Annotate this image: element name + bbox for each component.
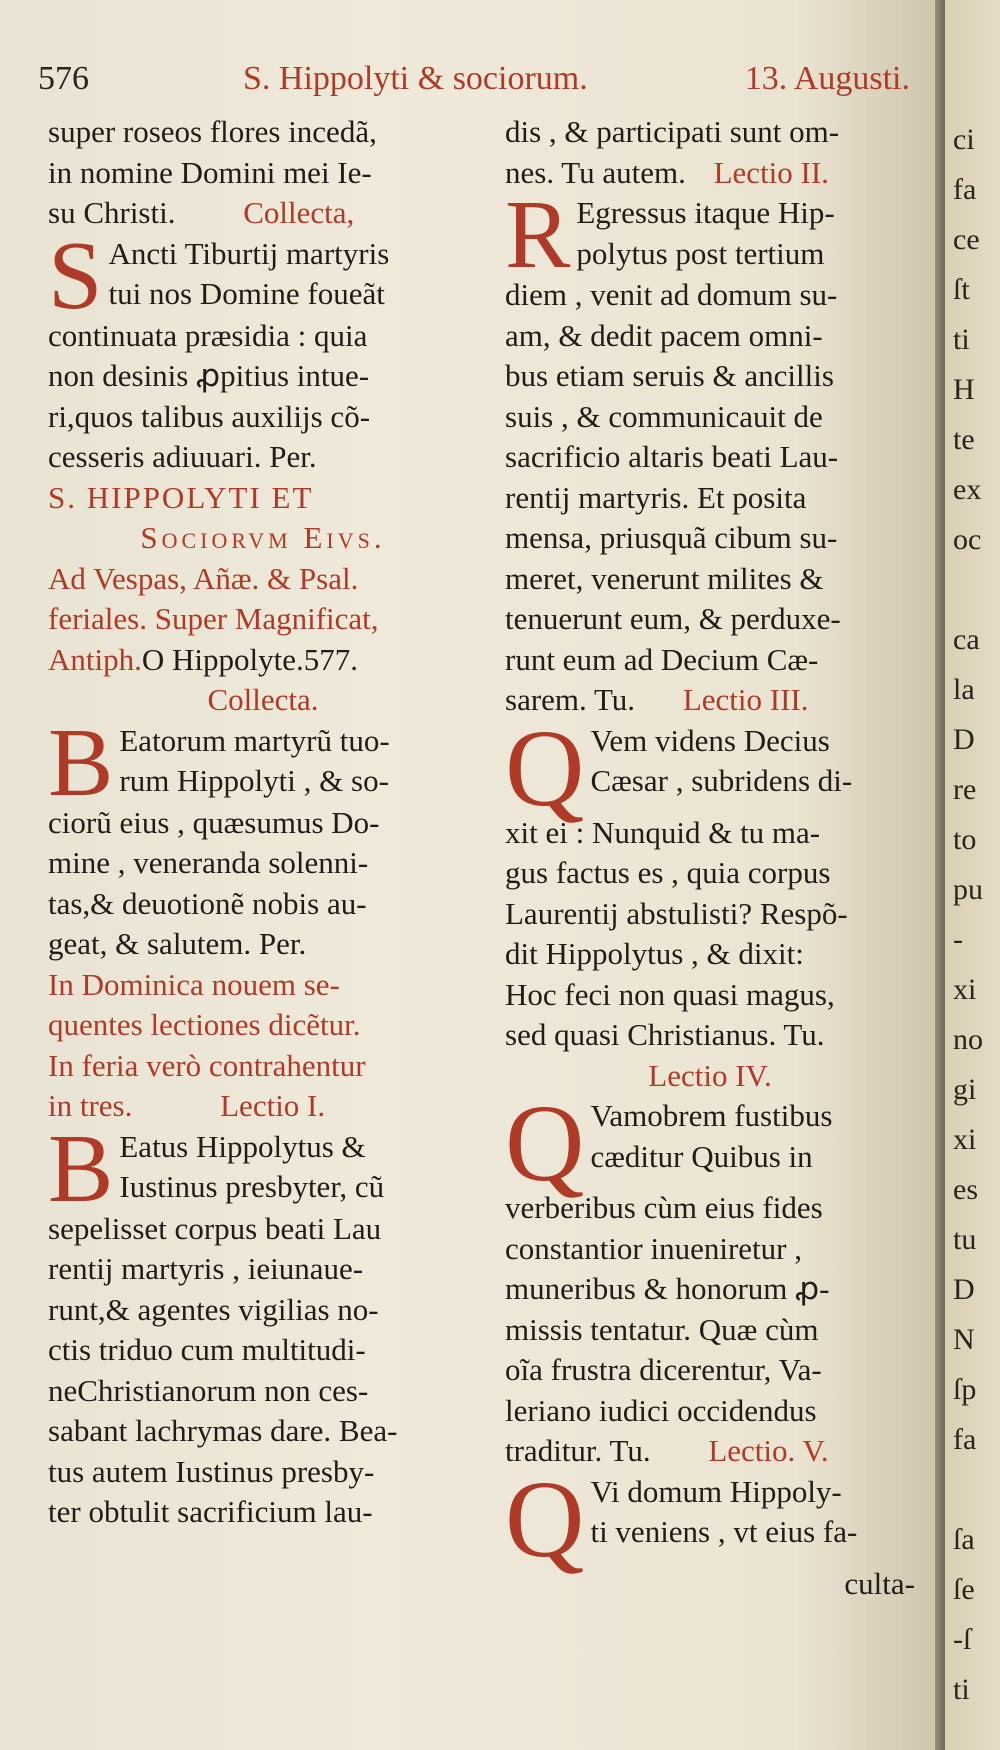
text-line: rentij martyris , ieiunaue- bbox=[48, 1251, 364, 1286]
running-header bbox=[38, 60, 910, 106]
text-line: Vem videns Decius bbox=[590, 722, 830, 758]
text-line: geat, & salutem. Per. bbox=[48, 926, 307, 961]
text-line: Eatus Hippolytus & bbox=[119, 1128, 366, 1164]
text-line: runt eum ad Decium Cæ- bbox=[505, 641, 819, 677]
text-line: dit Hippolytus , & dixit: bbox=[505, 936, 804, 971]
text-line: runt,& agentes vigilias no- bbox=[48, 1291, 379, 1327]
drop-cap-paragraph bbox=[48, 1114, 478, 1223]
text-line: neChristianorum non ces- bbox=[48, 1372, 369, 1408]
facing-page-fragment: N bbox=[953, 1323, 975, 1356]
facing-page-fragment: D bbox=[953, 1273, 975, 1306]
rubric-line: Ad Vespas, Añæ. & Psal. bbox=[48, 560, 359, 596]
text-line: sed quasi Christianus. Tu. bbox=[505, 1017, 825, 1052]
text-line: polytus post tertium bbox=[576, 235, 825, 271]
text-line: tenuerunt eum, & perduxe- bbox=[505, 601, 841, 636]
text-line: verberibus cùm eius fides bbox=[505, 1190, 823, 1225]
text-line: missis tentatur. Quæ cùm bbox=[505, 1311, 819, 1347]
text-line: am, & dedit pacem omni- bbox=[505, 317, 823, 353]
rubric-line: quentes lectiones dicẽtur. bbox=[48, 1007, 361, 1042]
text-line: Vamobrem fustibus bbox=[590, 1098, 833, 1133]
rubric-line bbox=[48, 640, 478, 681]
drop-cap-paragraph bbox=[505, 1457, 915, 1580]
facing-page-fragment: ſe bbox=[953, 1573, 975, 1606]
text-line: Vi domum Hippoly- bbox=[590, 1473, 842, 1509]
text-line: sacrificio altaris beati Lau- bbox=[505, 439, 839, 474]
facing-page-fragment: ci bbox=[953, 123, 975, 156]
facing-page-fragment: - bbox=[953, 923, 963, 956]
text-line: dis , & participati sunt om- bbox=[505, 114, 840, 149]
drop-cap: B bbox=[48, 708, 114, 817]
facing-page-fragment: ſt bbox=[953, 273, 970, 306]
facing-page-fragment: -ſ bbox=[953, 1623, 972, 1656]
rubric-fragment: in tres. bbox=[48, 1088, 133, 1123]
facing-page-fragment: ti bbox=[953, 323, 970, 356]
collecta-rubric: Collecta, bbox=[243, 195, 355, 230]
rubric-line: In Dominica nouem se- bbox=[48, 966, 340, 1002]
facing-page-fragment: es bbox=[953, 1173, 978, 1206]
antiphon-incipit: O Hippolyte.577. bbox=[141, 641, 358, 677]
text-line: cesseris adiuuari. Per. bbox=[48, 439, 317, 474]
section-heading: S. HIPPOLYTI ET bbox=[48, 479, 314, 515]
lectio-heading: Lectio I. bbox=[220, 1088, 326, 1123]
text-line: tus autem Iustinus presby- bbox=[48, 1453, 375, 1489]
text-line: ri,quos talibus auxilijs cõ- bbox=[48, 398, 371, 434]
text-line: non desinis ꝓpitius intue- bbox=[48, 358, 370, 393]
right-column bbox=[505, 112, 915, 1604]
facing-page-fragment: ſa bbox=[953, 1523, 975, 1556]
text-line: leriano iudici occidendus bbox=[505, 1392, 817, 1428]
text-line: Laurentij abstulisti? Respõ- bbox=[505, 895, 848, 931]
text-line: continuata præsidia : quia bbox=[48, 317, 368, 353]
section-subheading: Sociorvm Eivs. bbox=[140, 520, 386, 555]
text-line bbox=[48, 193, 478, 234]
facing-page-fragment: ce bbox=[953, 223, 980, 256]
facing-page-fragment: xi bbox=[953, 973, 977, 1006]
facing-page-fragment: oc bbox=[953, 523, 982, 556]
drop-cap-paragraph bbox=[505, 706, 915, 829]
drop-cap: S bbox=[48, 221, 103, 330]
page-number: 576 bbox=[38, 60, 89, 97]
facing-page-edge bbox=[945, 0, 1000, 1750]
facing-page-fragment: fa bbox=[953, 1423, 977, 1456]
facing-page-fragment: la bbox=[953, 673, 975, 706]
drop-cap-paragraph bbox=[48, 708, 478, 817]
drop-cap: Q bbox=[505, 706, 585, 829]
drop-cap: B bbox=[48, 1114, 114, 1223]
text-fragment: nes. Tu autem. bbox=[505, 154, 686, 190]
text-line: diem , venit ad domum su- bbox=[505, 277, 838, 312]
running-title: S. Hippolyti & sociorum. bbox=[243, 60, 588, 97]
text-line: ciorũ eius , quæsumus Do- bbox=[48, 804, 380, 840]
facing-page-fragment: ſp bbox=[953, 1373, 977, 1406]
left-column bbox=[48, 112, 478, 1533]
facing-page-fragment: ca bbox=[953, 623, 980, 656]
book-gutter bbox=[935, 0, 945, 1750]
text-line: mensa, priusquã cibum su- bbox=[505, 520, 838, 555]
lectio-heading: Lectio III. bbox=[682, 682, 809, 717]
text-line: tas,& deuotionẽ nobis au- bbox=[48, 885, 367, 921]
text-fragment: traditur. Tu. bbox=[505, 1433, 651, 1468]
feast-date: 13. Augusti. bbox=[744, 60, 910, 97]
text-fragment: su Christi. bbox=[48, 195, 176, 230]
text-line: rentij martyris. Et posita bbox=[505, 479, 807, 515]
text-line: rum Hippolyti , & so- bbox=[119, 763, 389, 798]
facing-page-fragment: ex bbox=[953, 473, 982, 506]
text-line: mine , veneranda solenni- bbox=[48, 845, 369, 880]
text-line: Cæsar , subridens di- bbox=[590, 763, 853, 798]
rubric-line bbox=[48, 1086, 478, 1127]
text-line: cæditur Quibus in bbox=[590, 1138, 813, 1174]
text-line: ctis triduo cum multitudi- bbox=[48, 1332, 366, 1367]
text-line: suis , & communicauit de bbox=[505, 398, 823, 434]
text-line: meret, venerunt milites & bbox=[505, 560, 824, 596]
facing-page-fragment: xi bbox=[953, 1123, 977, 1156]
rubric-line: In feria verò contrahentur bbox=[48, 1047, 366, 1083]
text-line: in nomine Domini mei Ie- bbox=[48, 154, 372, 190]
text-fragment: sarem. Tu. bbox=[505, 682, 636, 717]
collecta-rubric: Collecta. bbox=[207, 682, 319, 717]
facing-page-fragment: to bbox=[953, 823, 977, 856]
text-line bbox=[505, 680, 915, 721]
text-line bbox=[505, 153, 915, 194]
facing-page-fragment: no bbox=[953, 1023, 983, 1056]
text-line: gus factus es , quia corpus bbox=[505, 855, 831, 890]
catchword: culta- bbox=[844, 1565, 915, 1601]
facing-page-fragment: tu bbox=[953, 1223, 977, 1256]
facing-page-fragment: gi bbox=[953, 1073, 977, 1106]
text-line: ti veniens , vt eius fa- bbox=[590, 1514, 858, 1549]
facing-page-fragment: fa bbox=[953, 173, 977, 206]
text-line: bus etiam seruis & ancillis bbox=[505, 358, 834, 393]
facing-page-fragment: re bbox=[953, 773, 977, 806]
lectio-heading: Lectio IV. bbox=[648, 1057, 772, 1093]
text-line: Egressus itaque Hip- bbox=[576, 195, 835, 230]
text-line: muneribus & honorum ꝓ- bbox=[505, 1271, 830, 1306]
text-line: Hoc feci non quasi magus, bbox=[505, 976, 835, 1012]
text-line: super roseos flores incedã, bbox=[48, 114, 377, 149]
facing-page-fragment: pu bbox=[953, 873, 983, 906]
text-line: oĩa frustra dicerentur, Va- bbox=[505, 1352, 822, 1387]
text-line: tui nos Domine foueãt bbox=[108, 276, 385, 311]
facing-page-fragment: te bbox=[953, 423, 975, 456]
facing-page-fragment: ti bbox=[953, 1673, 970, 1706]
text-line: Ancti Tiburtij martyris bbox=[108, 235, 390, 271]
text-line: Iustinus presbyter, cũ bbox=[119, 1169, 385, 1204]
drop-cap-paragraph bbox=[505, 181, 915, 289]
drop-cap-paragraph bbox=[505, 1082, 915, 1204]
rubric-line: feriales. Super Magnificat, bbox=[48, 601, 379, 636]
text-line: sabant lachrymas dare. Bea- bbox=[48, 1413, 398, 1448]
lectio-heading: Lectio II. bbox=[713, 154, 829, 190]
text-line: ter obtulit sacrificium lau- bbox=[48, 1494, 373, 1529]
facing-page-fragment: H bbox=[953, 373, 975, 406]
drop-cap: Q bbox=[505, 1082, 585, 1204]
drop-cap: R bbox=[505, 181, 571, 289]
text-line: constantior inueniretur , bbox=[505, 1230, 802, 1266]
facing-page-fragment: D bbox=[953, 723, 975, 756]
antiphon-rubric: Antiph. bbox=[48, 641, 142, 677]
text-line: Eatorum martyrũ tuo- bbox=[119, 722, 390, 758]
text-line: sepelisset corpus beati Lau bbox=[48, 1210, 382, 1246]
lectio-heading: Lectio. V. bbox=[708, 1433, 829, 1468]
text-line: xit ei : Nunquid & tu ma- bbox=[505, 814, 821, 850]
text-line bbox=[505, 1431, 915, 1472]
drop-cap-paragraph bbox=[48, 221, 478, 330]
drop-cap: Q bbox=[505, 1457, 585, 1580]
